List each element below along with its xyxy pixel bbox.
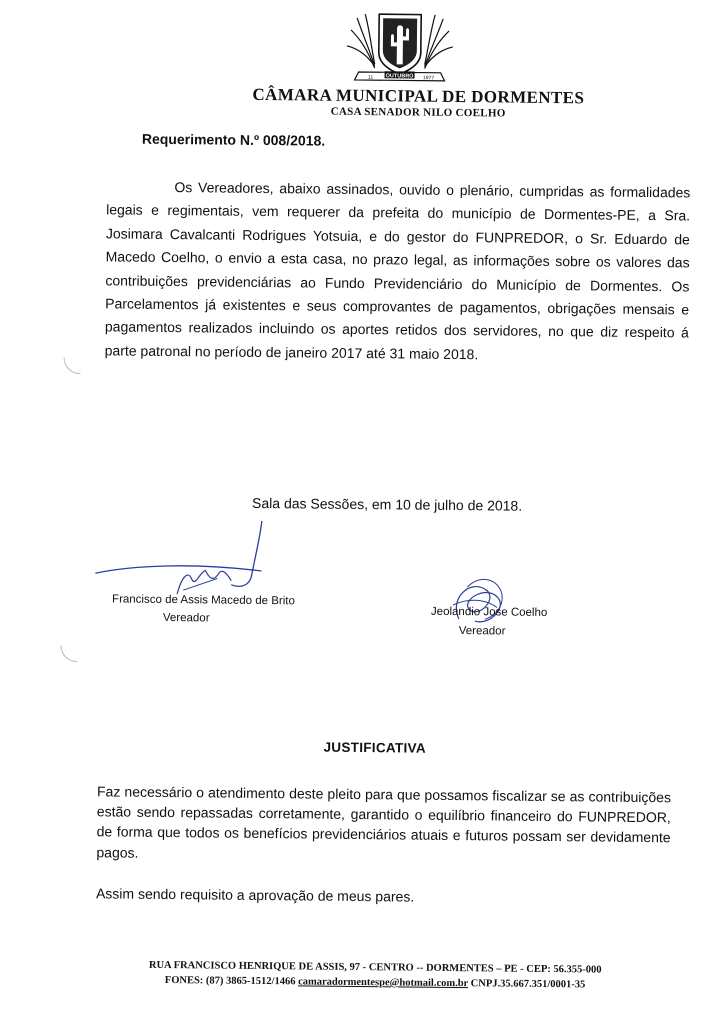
- chamber-subtitle: CASA SENADOR NILO COELHO: [330, 105, 506, 120]
- justification-closing: Assim sendo requisito a aprovação de meus pares.: [95, 885, 415, 905]
- justification-body: Faz necessário o atendimento deste pleito para que possamos fiscalizar se as contribuições estão sendo repassadas corretamente, garantido o equilíbrio financeiro do FUNPREDOR, de forma que todos os benefícios previdenciários atuais e futuros possam ser devidamente pagos.: [96, 783, 672, 861]
- chamber-title: CÂMARA MUNICIPAL DE DORMENTES: [252, 84, 585, 108]
- signature-1-role: Vereador: [162, 611, 210, 625]
- justification-title: JUSTIFICATIVA: [323, 739, 427, 756]
- signature-1-name: Francisco de Assis Macedo de Brito: [112, 593, 295, 608]
- punch-hole-mark: [63, 357, 80, 374]
- signature-2-role: Vereador: [458, 625, 506, 638]
- session-date-line: Sala das Sessões, em 10 de julho de 2018.: [252, 494, 523, 514]
- request-body: Os Vereadores, abaixo assinados, ouvido o plenário, cumpridas as formalidades legais e regimentais, vem requerer da prefeita do município de Dormentes-PE, a Sra. Josimara Cavalcanti Rodrigues Yotsuia, e do gestor do FUNPREDOR, o Sr. Eduardo de Macedo Coelho, o envio a esta casa, no prazo legal, as informações sobre os valores das contribuições previdenciárias ao Fundo Previdenciário do Município de Dormentes. Os Parcelamentos já existentes e seus comprovantes de pagamentos, obrigações mensais e pagamentos realizados incluindo os aportes retidos dos servidores, no que diz respeito á parte patronal no período de janeiro 2017 até 31 maio 2018.: [104, 179, 691, 363]
- footer-phones: FONES: (87) 3865-1512/1466: [164, 974, 296, 988]
- footer-contacts: [95, 974, 655, 991]
- footer-address: RUA FRANCISCO HENRIQUE DE ASSIS, 97 - CENTRO -- DORMENTES – PE - CEP: 56.355-000: [148, 959, 602, 976]
- request-number: Requerimento N.º 008/2018.: [141, 130, 326, 149]
- signature-2-name: Jeolandio Jose Coelho: [430, 605, 548, 619]
- crest-year-text: 1977: [422, 75, 435, 82]
- footer-cnpj: CNPJ.35.667.351/0001-35: [470, 978, 586, 991]
- crest-day-text: 11: [367, 74, 374, 81]
- crest-ribbon-text: OUTUBRO: [385, 73, 414, 80]
- punch-hole-mark: [60, 645, 77, 662]
- footer-email: camaradormentespe@hotmail.com.br: [298, 976, 469, 990]
- municipal-crest-logo: [344, 8, 455, 89]
